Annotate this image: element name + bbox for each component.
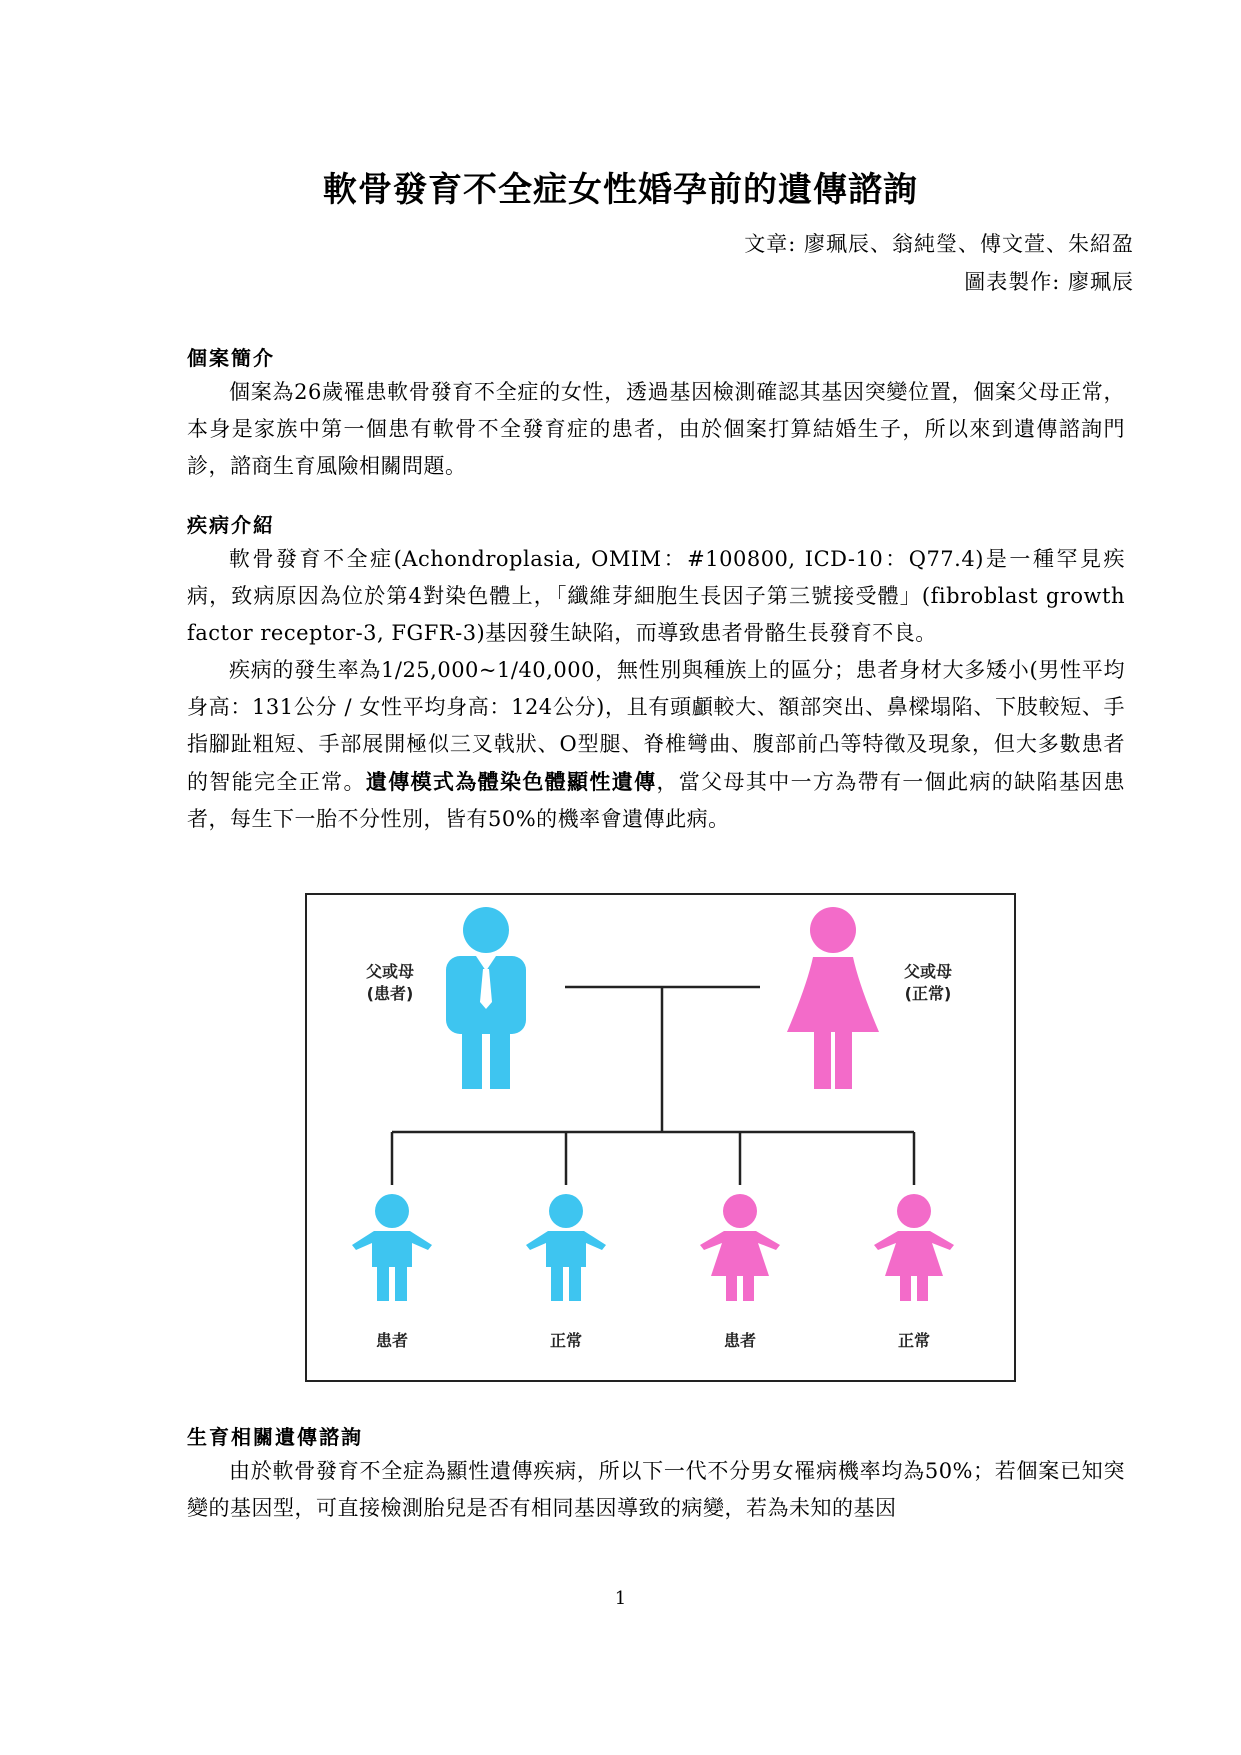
inheritance-pedigree-figure bbox=[305, 893, 1016, 1382]
child-3-label: 患者 bbox=[723, 1331, 757, 1350]
case-paragraph: 個案為26歲罹患軟骨發育不全症的女性，透過基因檢測確認其基因突變位置，個案父母正常，本身是家族中第一個患有軟骨不全發育症的患者，由於個案打算結婚生子，所以來到遺傳諮詢門診，諮商生育風險相關問題。 bbox=[187, 380, 1125, 478]
mother-normal-icon bbox=[787, 907, 879, 1089]
section-heading-counseling: 生育相關遺傳諮詢 bbox=[187, 1425, 363, 1449]
parent-left-label-1: 父或母 bbox=[365, 962, 415, 981]
parent-left-label-2: (患者) bbox=[366, 984, 414, 1003]
page-title: 軟骨發育不全症女性婚孕前的遺傳諮詢 bbox=[323, 170, 918, 210]
disease-paragraph-2-start: 疾病的發生率為1/25,000~1/40,000，無性別與種族上的區分；患者身材大多矮小(男性平均身高：131公分 / 女性平均身高：124公分)，且有頭顱較大、額部突出、鼻樑塌陷、下肢較短、手指腳趾粗短、手部展開極似三叉戟狀、O型腿、脊椎彎曲、腹部前凸等特徵及現象，但大多數患者的智能完全正常。 bbox=[187, 658, 1125, 794]
child-2-label: 正常 bbox=[549, 1331, 583, 1350]
parent-right-label-1: 父或母 bbox=[903, 962, 953, 981]
inheritance-mode-bold: 遺傳模式為體染色體顯性遺傳 bbox=[365, 769, 657, 794]
chart-credit-line: 圖表製作: 廖珮辰 bbox=[964, 270, 1134, 294]
section-heading-case: 個案簡介 bbox=[187, 346, 275, 370]
section-heading-disease: 疾病介紹 bbox=[187, 513, 275, 537]
child-4-label: 正常 bbox=[897, 1331, 931, 1350]
father-affected-icon bbox=[446, 907, 526, 1089]
pedigree-diagram bbox=[307, 895, 1014, 1380]
child-girl-normal-icon bbox=[874, 1194, 954, 1301]
counseling-paragraph: 由於軟骨發育不全症為顯性遺傳疾病，所以下一代不分男女罹病機率均為50%；若個案已知突變的基因型，可直接檢測胎兒是否有相同基因導致的病變，若為未知的基因 bbox=[187, 1459, 1125, 1520]
child-boy-normal-icon bbox=[526, 1194, 606, 1301]
child-1-label: 患者 bbox=[375, 1331, 409, 1350]
authors-line: 文章: 廖珮辰、翁純瑩、傅文萱、朱紹盈 bbox=[744, 232, 1134, 256]
disease-paragraph-2-end: ，當父母其中一方為帶有一個此病的缺陷基因患者，每生下一胎不分性別，皆有50%的機率會遺傳此病。 bbox=[187, 770, 1126, 831]
disease-paragraph-2 bbox=[187, 652, 1125, 838]
disease-paragraph-1: 軟骨發育不全症(Achondroplasia, OMIM：#100800, ICD-10：Q77.4)是一種罕見疾病，致病原因為位於第4對染色體上，「纖維芽細胞生長因子第三號接受體」(fibroblast growth factor receptor-3, FGFR-3)基因發生缺陷，而導致患者骨骼生長發育不良。 bbox=[187, 547, 1125, 645]
child-boy-affected-icon bbox=[352, 1194, 432, 1301]
page-number: 1 bbox=[614, 1588, 627, 1609]
parent-right-label-2: (正常) bbox=[904, 984, 952, 1003]
child-girl-affected-icon bbox=[700, 1194, 780, 1301]
